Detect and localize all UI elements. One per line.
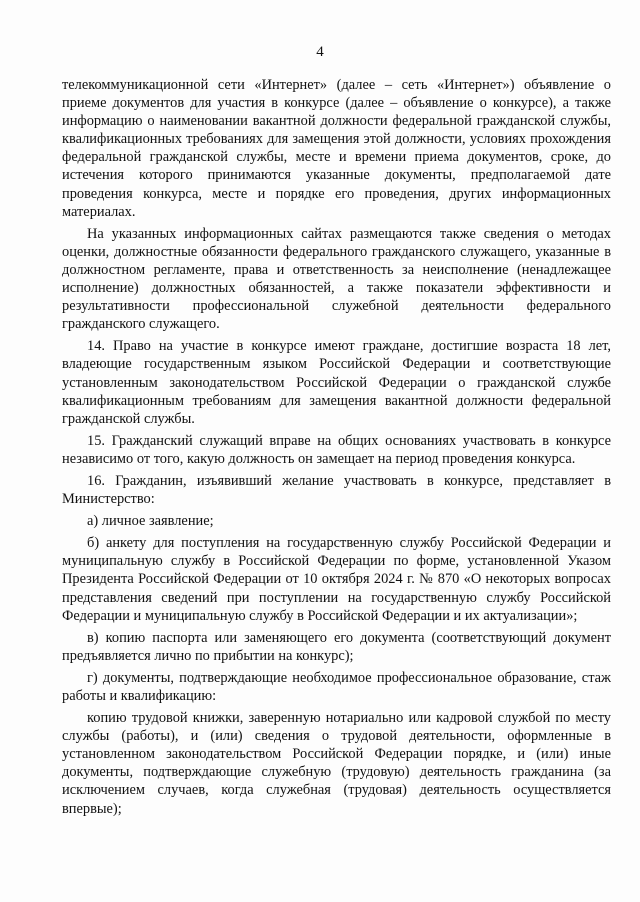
paragraph-continuation: телекоммуникационной сети «Интернет» (далее – сеть «Интернет») объявление о приеме документов для участия в конкурсе (далее – объявление о конкурсе), а также информацию о наименовании вакантной должности федеральной гражданской службы, квалификационных требованиях для замещения этой должности, условиях прохождения федеральной гражданской службы, месте и времени приема документов, сроке, до истечения которого принимаются указанные документы, предполагаемой дате проведения конкурса, месте и порядке его проведения, других информационных материалах. bbox=[62, 77, 611, 220]
list-item-a: а) личное заявление; bbox=[87, 513, 214, 530]
paragraph-clause-14: 14. Право на участие в конкурсе имеют граждане, достигшие возраста 18 лет, владеющие государственным языком Российской Федерации и соответствующие установленным законодательством Российской Федерации о гражданской службе квалификационным требованиям для замещения вакантной должности федеральной гражданской службы. bbox=[62, 338, 611, 427]
page-number: 4 bbox=[316, 44, 324, 60]
list-item-g: г) документы, подтверждающие необходимое профессиональное образование, стаж работы и квалификацию: bbox=[62, 669, 611, 704]
paragraph-clause-16: 16. Гражданин, изъявивший желание участвовать в конкурсе, представляет в Министерство: bbox=[62, 472, 611, 508]
document-body bbox=[62, 76, 611, 822]
list-item-v: в) копию паспорта или заменяющего его документа (соответствующий документ предъявляется лично по прибытии на конкурс); bbox=[62, 629, 611, 664]
paragraph-clause-15: 15. Гражданский служащий вправе на общих основаниях участвовать в конкурсе независимо от того, какую должность он замещает на период проведения конкурса. bbox=[62, 432, 611, 467]
paragraph: копию трудовой книжки, заверенную нотариально или кадровой службой по месту службы (работы), и (или) сведения о трудовой деятельности, оформленные в установленном законодательством Российской Федерации порядке, и (или) иные документы, подтверждающие служебную (трудовую) деятельность гражданина (за исключением случаев, когда служебная (трудовая) деятельность осуществляется впервые); bbox=[62, 710, 611, 817]
list-item-b: б) анкету для поступления на государственную службу Российской Федерации и муниципальную службу в Российской Федерации по форме, установленной Указом Президента Российской Федерации от 10 октября 2024 г. № 870 «О некоторых вопросах представления сведений при поступлении на государственную службу Российской Федерации и муниципальную службу в Российской Федерации и их актуализации»; bbox=[62, 535, 611, 624]
paragraph: На указанных информационных сайтах размещаются также сведения о методах оценки, должностные обязанности федерального гражданского служащего, указанные в должностном регламенте, права и ответственность за неисполнение (ненадлежащее исполнение) должностных обязанностей, а также показатели эффективности и результативности профессиональной служебной деятельности федерального гражданского служащего. bbox=[62, 225, 611, 333]
